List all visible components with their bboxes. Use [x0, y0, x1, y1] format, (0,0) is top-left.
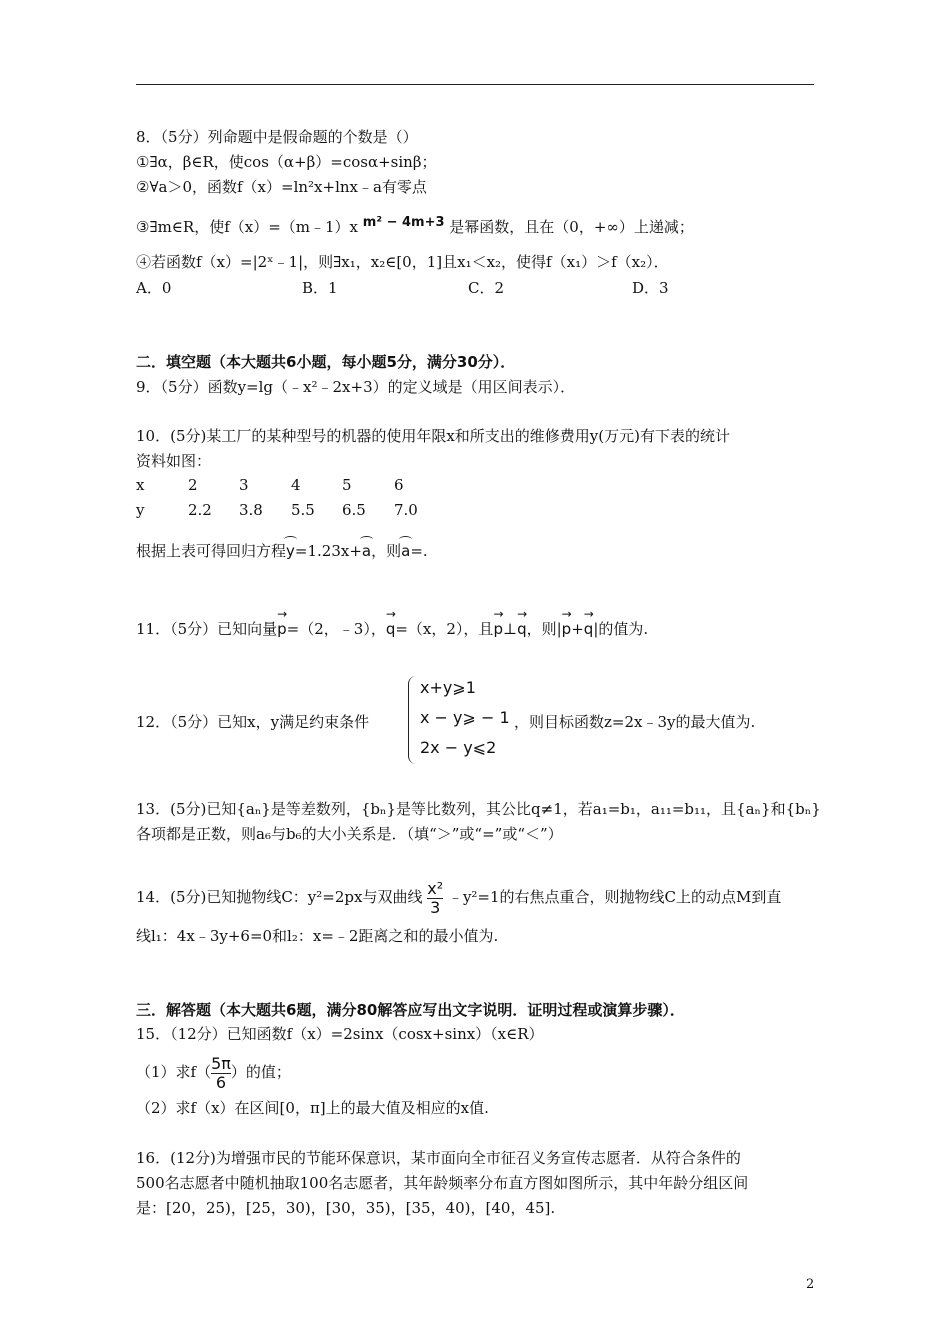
q11-part-2: =（2，﹣3），: [286, 620, 386, 638]
q16-line-1: 16．(12分)为增强市民的节能环保意识，某市面向全市征召义务宣传志愿者．从符合条件的: [136, 1149, 741, 1167]
q10-line-1: 10．(5分)某工厂的某种型号的机器的使用年限x和所支出的维修费用y(万元)有下表的统计: [136, 427, 730, 445]
q14-line-2: 线l₁：4x﹣3y+6=0和l₂：x=﹣2距离之和的最小值为.: [136, 927, 499, 945]
q15-p1-prefix: （1）求f（: [136, 1063, 212, 1081]
q14-part-2: ﹣y²=1的右焦点重合，则抛物线C上的动点M到直: [447, 888, 782, 906]
q8-option-d: D．3: [632, 279, 669, 297]
q11-part-1: 11．（5分）已知向量: [136, 620, 278, 638]
page-number: 2: [806, 1277, 815, 1292]
q11-part-5: |的值为.: [593, 620, 649, 638]
q10-y-3: 5.5: [291, 501, 315, 519]
q12-brace: [408, 676, 417, 764]
q15-numerator: 5π: [211, 1053, 231, 1073]
q8-statement-4: ④若函数f（x）=|2ˣ﹣1|，则∃x₁，x₂∈[0，1]且x₁＜x₂，使得f（x₁）＞f（x₂）．: [136, 253, 669, 271]
q11-text: [136, 612, 648, 639]
q11-vector-q-3: → q: [584, 612, 594, 639]
q15-fraction: [211, 1055, 231, 1092]
q11-vector-p-3: → p: [562, 612, 572, 639]
q10-reg-text-2: =1.23x+: [294, 542, 362, 560]
q11-vector-q: → q: [386, 612, 396, 639]
q14-denominator: 3: [427, 898, 443, 917]
q10-x-5: 6: [394, 476, 404, 494]
q11-part-3: =（x，2），且: [395, 620, 494, 638]
q16-line-3: 是：[20，25)，[25，30)，[30，35)，[35，40)，[40，45].: [136, 1199, 556, 1217]
header-rule: [136, 84, 814, 85]
q12-constraint-3: 2x − y⩽2: [420, 738, 497, 757]
q10-reg-text-4: =.: [410, 542, 428, 560]
q10-x-2: 3: [239, 476, 249, 494]
q11-part-4: ，则|: [526, 620, 562, 638]
q10-y-4: 6.5: [342, 501, 366, 519]
q8-statement-2: ②∀a＞0，函数f（x）=ln²x+lnx﹣a有零点: [136, 178, 427, 196]
section-2-heading: 二．填空题（本大题共6小题，每小题5分，满分30分）．: [136, 353, 516, 371]
q10-reg-text-3: ，则: [371, 542, 402, 560]
q14-part-1: 14．(5分)已知抛物线C：y²=2px与双曲线: [136, 888, 423, 906]
q14-numerator: x²: [427, 878, 444, 898]
q10-x-label: x: [136, 476, 145, 494]
q14-line-1: [136, 875, 781, 919]
q8-s3-exponent: m² − 4m+3: [362, 215, 445, 230]
q11-vector-p: → p: [277, 612, 287, 639]
q10-x-3: 4: [291, 476, 301, 494]
q15-stem: 15．（12分）已知函数f（x）=2sinx（cosx+sinx）（x∈R）: [136, 1025, 544, 1043]
q15-denominator: 6: [211, 1073, 231, 1092]
q8-option-a: A．0: [136, 279, 172, 297]
section-3-heading: 三．解答题（本大题共6题，满分80解答应写出文字说明．证明过程或演算步骤）．: [136, 1001, 685, 1019]
q8-stem: 8．（5分）列命题中是假命题的个数是（）: [136, 128, 418, 146]
q8-statement-3: [136, 213, 694, 237]
q8-statement-1: ①∃α，β∈R，使cos（α+β）=cosα+sinβ；: [136, 153, 437, 171]
q15-part-1: [136, 1050, 291, 1094]
q10-y-2: 3.8: [239, 501, 263, 519]
q11-plus: +: [571, 620, 584, 638]
q10-a-hat-2: a: [401, 536, 410, 561]
q10-y-label: y: [136, 501, 145, 519]
q12-prefix: 12．（5分）已知x，y满足约束条件: [136, 713, 370, 731]
q14-fraction: [427, 880, 443, 917]
q9-text: 9．（5分）函数y=lg（﹣x²﹣2x+3）的定义域是（用区间表示）．: [136, 378, 576, 396]
q11-vector-p-2: → p: [493, 612, 503, 639]
q11-vector-q-2: → q: [517, 612, 527, 639]
q11-perp: ⊥: [502, 620, 518, 638]
q8-option-b: B．1: [302, 279, 338, 297]
q10-regression: [136, 536, 428, 561]
q12-constraint-2: x − y⩾ − 1: [420, 708, 510, 727]
q10-x-4: 5: [342, 476, 352, 494]
q12-constraint-1: x+y⩾1: [420, 678, 476, 697]
q10-reg-text-1: 根据上表可得回归方程: [136, 542, 287, 560]
q10-y-hat: y: [286, 536, 295, 561]
q10-x-1: 2: [188, 476, 198, 494]
q15-part-2: （2）求f（x）在区间[0，π]上的最大值及相应的x值.: [136, 1099, 489, 1117]
q8-s3-prefix: ③∃m∈R，使f（x）=（m﹣1）x: [136, 218, 359, 236]
q10-y-1: 2.2: [188, 501, 212, 519]
q10-y-5: 7.0: [394, 501, 418, 519]
q8-option-c: C．2: [468, 279, 505, 297]
q8-s3-suffix: 是幂函数，且在（0，+∞）上递减；: [449, 218, 694, 236]
q10-line-2: 资料如图：: [136, 452, 212, 470]
q12-suffix: ，则目标函数z=2x﹣3y的最大值为.: [514, 713, 756, 731]
q12-constraint-system: [408, 676, 508, 766]
q13-line-1: 13．(5分)已知{aₙ}是等差数列，{bₙ}是等比数列，其公比q≠1，若a₁=b₁，a₁₁=b₁₁，且{aₙ}和{bₙ}: [136, 800, 821, 818]
q10-a-hat: a: [362, 536, 371, 561]
q13-line-2: 各项都是正数，则a₆与b₆的大小关系是．（填“＞”或“=”或“＜”）: [136, 825, 563, 843]
q16-line-2: 500名志愿者中随机抽取100名志愿者，其年龄频率分布直方图如图所示，其中年龄分组区间: [136, 1174, 749, 1192]
q15-p1-suffix: ）的值；: [230, 1063, 291, 1081]
